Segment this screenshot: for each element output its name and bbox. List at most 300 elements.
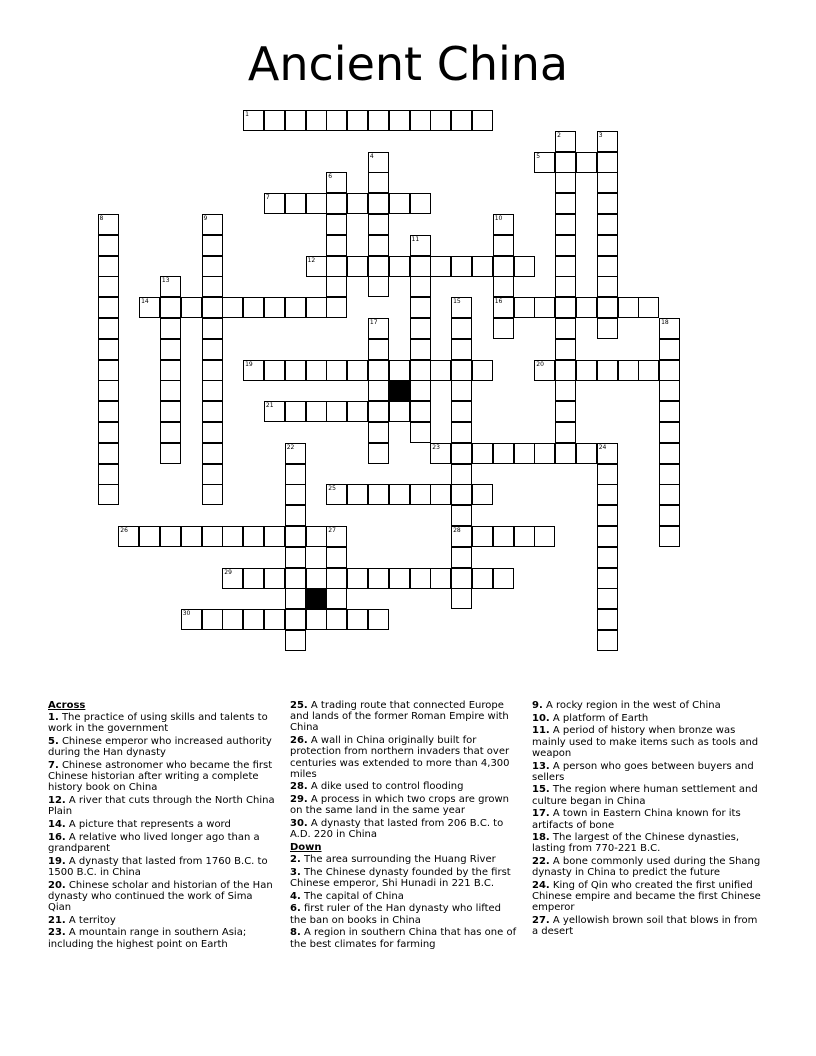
grid-cell[interactable] — [659, 360, 680, 381]
grid-cell[interactable] — [285, 484, 306, 505]
grid-cell[interactable] — [597, 484, 618, 505]
grid-cell[interactable] — [472, 360, 493, 381]
grid-cell[interactable] — [160, 380, 181, 401]
grid-cell[interactable] — [264, 568, 285, 589]
grid-cell[interactable] — [555, 443, 576, 464]
grid-cell[interactable] — [597, 276, 618, 297]
grid-cell[interactable] — [410, 276, 431, 297]
grid-cell[interactable] — [368, 380, 389, 401]
grid-cell[interactable] — [410, 256, 431, 277]
grid-cell[interactable] — [597, 256, 618, 277]
grid-cell[interactable] — [264, 609, 285, 630]
grid-cell[interactable] — [430, 443, 451, 464]
grid-cell[interactable] — [659, 526, 680, 547]
black-cell — [389, 380, 410, 401]
grid-cell[interactable] — [160, 526, 181, 547]
grid-cell[interactable] — [410, 193, 431, 214]
grid-cell[interactable] — [451, 297, 472, 318]
grid-cell[interactable] — [597, 547, 618, 568]
grid-cell[interactable] — [368, 256, 389, 277]
grid-cell[interactable] — [555, 172, 576, 193]
grid-cell[interactable] — [264, 526, 285, 547]
grid-cell[interactable] — [202, 484, 223, 505]
grid-cell[interactable] — [98, 380, 119, 401]
grid-cell[interactable] — [202, 297, 223, 318]
grid-cell[interactable] — [326, 568, 347, 589]
grid-cell[interactable] — [98, 339, 119, 360]
grid-cell[interactable] — [451, 588, 472, 609]
grid-cell[interactable] — [285, 360, 306, 381]
grid-cell[interactable] — [451, 339, 472, 360]
grid-cell[interactable] — [326, 609, 347, 630]
grid-cell[interactable] — [451, 484, 472, 505]
grid-cell[interactable] — [160, 339, 181, 360]
grid-cell[interactable] — [98, 235, 119, 256]
grid-cell[interactable] — [326, 235, 347, 256]
grid-cell[interactable] — [389, 110, 410, 131]
grid-cell[interactable] — [451, 464, 472, 485]
grid-cell[interactable] — [306, 256, 327, 277]
grid-cell[interactable] — [368, 609, 389, 630]
grid-cell[interactable] — [555, 214, 576, 235]
grid-cell[interactable] — [368, 422, 389, 443]
grid-cell[interactable] — [306, 360, 327, 381]
grid-cell[interactable] — [555, 131, 576, 152]
grid-cell[interactable] — [285, 110, 306, 131]
grid-cell[interactable] — [139, 297, 160, 318]
grid-cell[interactable] — [347, 484, 368, 505]
grid-cell[interactable] — [597, 297, 618, 318]
grid-cell[interactable] — [430, 360, 451, 381]
clue-text: A person who goes between buyers and sellers — [532, 760, 754, 783]
grid-cell[interactable] — [430, 256, 451, 277]
cell-number: 1 — [245, 111, 249, 118]
grid-cell[interactable] — [389, 401, 410, 422]
clue-text: first ruler of the Han dynasty who lifted the ban on books in China — [290, 903, 501, 926]
grid-cell[interactable] — [472, 256, 493, 277]
grid-cell[interactable] — [98, 276, 119, 297]
grid-cell[interactable] — [347, 609, 368, 630]
clue-number: 28. — [290, 781, 308, 793]
grid-cell[interactable] — [659, 464, 680, 485]
grid-cell[interactable] — [597, 464, 618, 485]
grid-cell[interactable] — [555, 360, 576, 381]
clue-item — [48, 832, 278, 854]
grid-cell[interactable] — [202, 609, 223, 630]
grid-cell[interactable] — [222, 568, 243, 589]
grid-cell[interactable] — [222, 297, 243, 318]
grid-cell[interactable] — [472, 568, 493, 589]
grid-cell[interactable] — [493, 526, 514, 547]
clue-text: A period of history when bronze was mainly used to make items such as tools and weapon — [532, 725, 759, 759]
clue-item — [532, 915, 762, 937]
grid-cell[interactable] — [597, 235, 618, 256]
grid-cell[interactable] — [326, 484, 347, 505]
grid-cell[interactable] — [306, 297, 327, 318]
grid-cell[interactable] — [618, 297, 639, 318]
grid-cell[interactable] — [410, 380, 431, 401]
grid-cell[interactable] — [326, 256, 347, 277]
grid-cell[interactable] — [368, 152, 389, 173]
grid-cell[interactable] — [368, 339, 389, 360]
grid-cell[interactable] — [410, 297, 431, 318]
grid-cell[interactable] — [160, 401, 181, 422]
grid-cell[interactable] — [493, 276, 514, 297]
grid-cell[interactable] — [285, 193, 306, 214]
grid-cell[interactable] — [160, 443, 181, 464]
clue-text: A process in which two crops are grown on the same land in the same year — [290, 794, 509, 817]
grid-cell[interactable] — [326, 360, 347, 381]
grid-cell[interactable] — [98, 297, 119, 318]
grid-cell[interactable] — [160, 422, 181, 443]
grid-cell[interactable] — [514, 526, 535, 547]
grid-cell[interactable] — [285, 547, 306, 568]
grid-cell[interactable] — [285, 588, 306, 609]
grid-cell[interactable] — [202, 318, 223, 339]
grid-cell[interactable] — [451, 256, 472, 277]
grid-cell[interactable] — [451, 526, 472, 547]
black-cell — [306, 588, 327, 609]
grid-cell[interactable] — [472, 484, 493, 505]
clue-number: 1. — [48, 712, 59, 724]
grid-cell[interactable] — [597, 568, 618, 589]
grid-cell[interactable] — [98, 256, 119, 277]
grid-cell[interactable] — [222, 526, 243, 547]
grid-cell[interactable] — [243, 609, 264, 630]
grid-cell[interactable] — [597, 443, 618, 464]
grid-cell[interactable] — [326, 401, 347, 422]
grid-cell[interactable] — [347, 110, 368, 131]
grid-cell[interactable] — [243, 568, 264, 589]
grid-cell[interactable] — [285, 630, 306, 651]
grid-cell[interactable] — [472, 110, 493, 131]
grid-cell[interactable] — [597, 630, 618, 651]
grid-cell[interactable] — [368, 484, 389, 505]
grid-cell[interactable] — [347, 568, 368, 589]
grid-cell[interactable] — [347, 256, 368, 277]
grid-cell[interactable] — [451, 380, 472, 401]
cell-number: 15 — [453, 298, 461, 306]
grid-cell[interactable] — [368, 401, 389, 422]
grid-cell[interactable] — [451, 547, 472, 568]
grid-cell[interactable] — [410, 568, 431, 589]
grid-cell[interactable] — [285, 464, 306, 485]
grid-cell[interactable] — [410, 318, 431, 339]
grid-cell[interactable] — [451, 443, 472, 464]
grid-cell[interactable] — [597, 609, 618, 630]
grid-cell[interactable] — [368, 235, 389, 256]
grid-cell[interactable] — [410, 339, 431, 360]
grid-cell[interactable] — [160, 318, 181, 339]
grid-cell[interactable] — [597, 152, 618, 173]
clue-number: 18. — [532, 832, 550, 844]
grid-cell[interactable] — [202, 214, 223, 235]
grid-cell[interactable] — [410, 401, 431, 422]
grid-cell[interactable] — [181, 609, 202, 630]
grid-cell[interactable] — [98, 484, 119, 505]
clue-text: A trading route that connected Europe and lands of the former Roman Empire with China — [290, 700, 509, 734]
grid-cell[interactable] — [659, 339, 680, 360]
grid-cell[interactable] — [326, 172, 347, 193]
grid-cell[interactable] — [534, 443, 555, 464]
grid-cell[interactable] — [451, 318, 472, 339]
cell-number: 17 — [369, 319, 378, 326]
grid-cell[interactable] — [326, 193, 347, 214]
page-title: Ancient China — [247, 37, 569, 91]
clue-item — [48, 760, 278, 794]
grid-cell[interactable] — [181, 297, 202, 318]
grid-cell[interactable] — [368, 172, 389, 193]
grid-cell[interactable] — [98, 214, 119, 235]
grid-cell[interactable] — [410, 484, 431, 505]
grid-cell[interactable] — [389, 256, 410, 277]
grid-cell[interactable] — [306, 193, 327, 214]
grid-cell[interactable] — [202, 235, 223, 256]
grid-cell[interactable] — [347, 193, 368, 214]
grid-cell[interactable] — [555, 318, 576, 339]
grid-cell[interactable] — [493, 214, 514, 235]
grid-cell[interactable] — [659, 505, 680, 526]
grid-cell[interactable] — [493, 568, 514, 589]
grid-cell[interactable] — [597, 131, 618, 152]
clue-text: The Chinese dynasty founded by the first Chinese emperor, Shi Hunadi in 221 B.C. — [290, 866, 511, 890]
grid-cell[interactable] — [597, 526, 618, 547]
clues-column-2 — [290, 700, 520, 951]
grid-cell[interactable] — [555, 380, 576, 401]
grid-cell[interactable] — [597, 172, 618, 193]
grid-cell[interactable] — [410, 110, 431, 131]
clue-item — [290, 700, 520, 734]
grid-cell[interactable] — [389, 193, 410, 214]
grid-cell[interactable] — [98, 422, 119, 443]
grid-cell[interactable] — [368, 110, 389, 131]
grid-cell[interactable] — [264, 110, 285, 131]
grid-cell[interactable] — [202, 339, 223, 360]
grid-cell[interactable] — [597, 360, 618, 381]
grid-cell[interactable] — [326, 526, 347, 547]
grid-cell[interactable] — [555, 256, 576, 277]
grid-cell[interactable] — [514, 256, 535, 277]
grid-cell[interactable] — [326, 297, 347, 318]
clue-item — [290, 735, 520, 780]
grid-cell[interactable] — [534, 526, 555, 547]
grid-cell[interactable] — [555, 235, 576, 256]
grid-cell[interactable] — [326, 214, 347, 235]
grid-cell[interactable] — [576, 297, 597, 318]
cell-number: 4 — [369, 152, 374, 160]
grid-cell[interactable] — [659, 443, 680, 464]
grid-cell[interactable] — [410, 235, 431, 256]
cell-number: 3 — [598, 131, 603, 139]
grid-cell[interactable] — [451, 568, 472, 589]
grid-cell[interactable] — [597, 193, 618, 214]
grid-cell[interactable] — [534, 152, 555, 173]
grid-cell[interactable] — [451, 110, 472, 131]
clue-number: 17. — [532, 808, 550, 820]
grid-cell[interactable] — [410, 422, 431, 443]
clue-item — [532, 880, 762, 914]
grid-cell[interactable] — [430, 110, 451, 131]
grid-cell[interactable] — [243, 360, 264, 381]
clue-item — [532, 725, 762, 759]
grid-cell[interactable] — [368, 193, 389, 214]
grid-cell[interactable] — [160, 360, 181, 381]
grid-cell[interactable] — [597, 505, 618, 526]
grid-cell[interactable] — [306, 568, 327, 589]
grid-cell[interactable] — [202, 360, 223, 381]
grid-cell[interactable] — [659, 422, 680, 443]
clues-column-3 — [532, 700, 762, 939]
grid-cell[interactable] — [264, 360, 285, 381]
clue-item — [290, 903, 520, 925]
grid-cell[interactable] — [493, 318, 514, 339]
clue-number: 8. — [290, 927, 301, 939]
clue-item — [290, 891, 520, 902]
grid-cell[interactable] — [347, 360, 368, 381]
grid-cell[interactable] — [555, 401, 576, 422]
grid-cell[interactable] — [410, 360, 431, 381]
across-heading: Across — [48, 700, 86, 711]
grid-cell[interactable] — [98, 360, 119, 381]
clue-item — [290, 927, 520, 949]
grid-cell[interactable] — [98, 464, 119, 485]
grid-cell[interactable] — [285, 297, 306, 318]
grid-cell[interactable] — [368, 276, 389, 297]
clue-item — [290, 781, 520, 792]
grid-cell[interactable] — [472, 526, 493, 547]
grid-cell[interactable] — [285, 526, 306, 547]
grid-cell[interactable] — [202, 464, 223, 485]
grid-cell[interactable] — [285, 505, 306, 526]
grid-cell[interactable] — [98, 401, 119, 422]
clue-number: 6. — [290, 903, 301, 915]
grid-cell[interactable] — [202, 276, 223, 297]
cell-number: 8 — [99, 215, 104, 222]
grid-cell[interactable] — [659, 380, 680, 401]
grid-cell[interactable] — [555, 152, 576, 173]
grid-cell[interactable] — [306, 526, 327, 547]
grid-cell[interactable] — [98, 443, 119, 464]
grid-cell[interactable] — [555, 339, 576, 360]
grid-cell[interactable] — [243, 526, 264, 547]
grid-cell[interactable] — [534, 360, 555, 381]
grid-cell[interactable] — [326, 276, 347, 297]
grid-cell[interactable] — [326, 547, 347, 568]
grid-cell[interactable] — [430, 568, 451, 589]
clue-text: A dike used to control flooding — [307, 781, 464, 793]
grid-cell[interactable] — [576, 360, 597, 381]
grid-cell[interactable] — [597, 214, 618, 235]
grid-cell[interactable] — [181, 526, 202, 547]
grid-cell[interactable] — [659, 401, 680, 422]
grid-cell[interactable] — [451, 360, 472, 381]
clue-number: 14. — [48, 819, 66, 831]
grid-cell[interactable] — [202, 380, 223, 401]
cell-number: 29 — [224, 568, 232, 576]
grid-cell[interactable] — [306, 609, 327, 630]
grid-cell[interactable] — [493, 235, 514, 256]
clue-item — [48, 736, 278, 758]
grid-cell[interactable] — [98, 318, 119, 339]
grid-cell[interactable] — [514, 297, 535, 318]
grid-cell[interactable] — [326, 588, 347, 609]
grid-cell[interactable] — [202, 526, 223, 547]
grid-cell[interactable] — [368, 318, 389, 339]
cell-number: 21 — [265, 402, 274, 410]
clue-text: A yellowish brown soil that blows in from a desert — [532, 915, 758, 938]
grid-cell[interactable] — [264, 401, 285, 422]
grid-cell[interactable] — [555, 422, 576, 443]
grid-cell[interactable] — [285, 443, 306, 464]
grid-cell[interactable] — [638, 297, 659, 318]
grid-cell[interactable] — [555, 276, 576, 297]
grid-cell[interactable] — [389, 484, 410, 505]
grid-cell[interactable] — [555, 297, 576, 318]
grid-cell[interactable] — [222, 609, 243, 630]
grid-cell[interactable] — [368, 360, 389, 381]
grid-cell[interactable] — [243, 110, 264, 131]
grid-cell[interactable] — [202, 401, 223, 422]
grid-cell[interactable] — [430, 484, 451, 505]
grid-cell[interactable] — [118, 526, 139, 547]
grid-cell[interactable] — [389, 568, 410, 589]
grid-cell[interactable] — [659, 318, 680, 339]
grid-cell[interactable] — [202, 256, 223, 277]
grid-cell[interactable] — [618, 360, 639, 381]
grid-cell[interactable] — [368, 568, 389, 589]
grid-cell[interactable] — [326, 110, 347, 131]
grid-cell[interactable] — [514, 443, 535, 464]
grid-cell[interactable] — [451, 422, 472, 443]
grid-cell[interactable] — [534, 297, 555, 318]
clue-item — [532, 784, 762, 806]
grid-cell[interactable] — [389, 360, 410, 381]
cell-number: 25 — [328, 485, 336, 493]
grid-cell[interactable] — [638, 360, 659, 381]
grid-cell[interactable] — [160, 297, 181, 318]
grid-cell[interactable] — [202, 443, 223, 464]
grid-cell[interactable] — [493, 297, 514, 318]
grid-cell[interactable] — [285, 401, 306, 422]
grid-cell[interactable] — [264, 193, 285, 214]
clue-item — [290, 867, 520, 889]
grid-cell[interactable] — [472, 443, 493, 464]
grid-cell[interactable] — [285, 609, 306, 630]
grid-cell[interactable] — [597, 318, 618, 339]
grid-cell[interactable] — [576, 443, 597, 464]
cell-number: 23 — [432, 443, 440, 451]
grid-cell[interactable] — [160, 276, 181, 297]
grid-cell[interactable] — [597, 588, 618, 609]
grid-cell[interactable] — [306, 110, 327, 131]
grid-cell[interactable] — [285, 568, 306, 589]
grid-cell[interactable] — [493, 256, 514, 277]
grid-cell[interactable] — [202, 422, 223, 443]
grid-cell[interactable] — [347, 401, 368, 422]
grid-cell[interactable] — [659, 484, 680, 505]
grid-cell[interactable] — [264, 297, 285, 318]
grid-cell[interactable] — [139, 526, 160, 547]
grid-cell[interactable] — [451, 401, 472, 422]
grid-cell[interactable] — [306, 401, 327, 422]
grid-cell[interactable] — [576, 152, 597, 173]
grid-cell[interactable] — [368, 443, 389, 464]
grid-cell[interactable] — [555, 193, 576, 214]
grid-cell[interactable] — [368, 214, 389, 235]
grid-cell[interactable] — [493, 443, 514, 464]
grid-cell[interactable] — [451, 505, 472, 526]
grid-cell[interactable] — [243, 297, 264, 318]
